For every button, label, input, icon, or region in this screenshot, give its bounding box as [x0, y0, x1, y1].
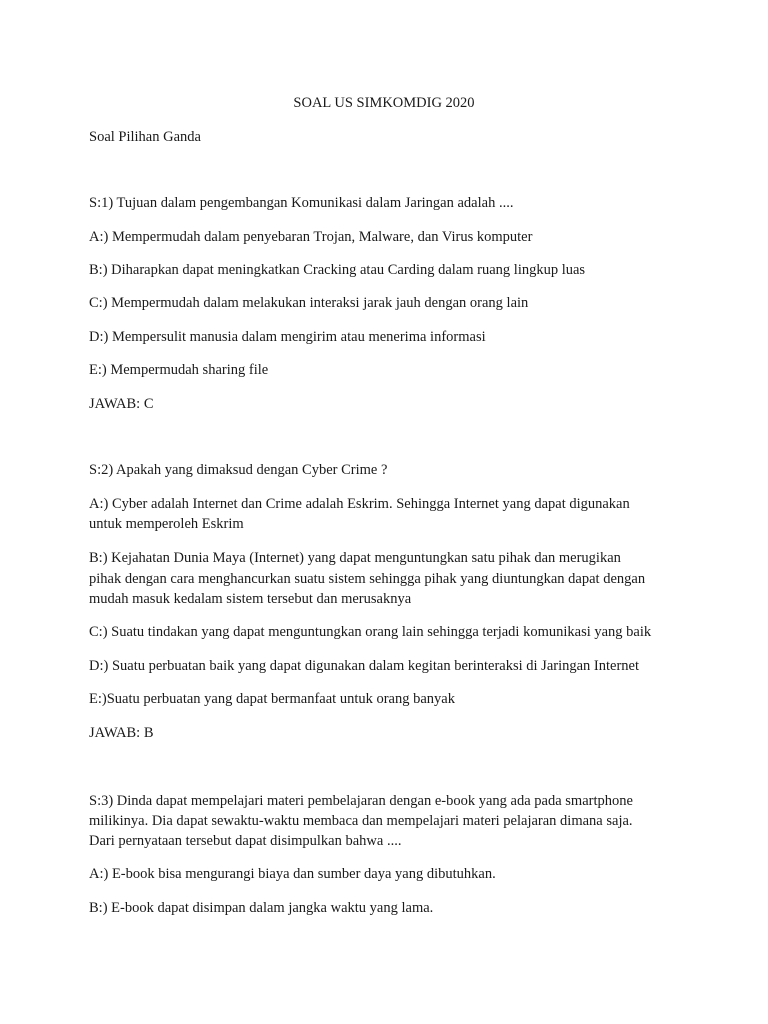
document-title: SOAL US SIMKOMDIG 2020: [293, 95, 475, 111]
question-2-option-d: D:) Suatu perbuatan baik yang dapat digunakan dalam kegitan berinteraksi di Jaringan Internet: [89, 658, 640, 674]
question-2-option-a-line-1: A:) Cyber adalah Internet dan Crime adalah Eskrim. Sehingga Internet yang dapat digunakan: [89, 496, 630, 512]
question-1-text: S:1) Tujuan dalam pengembangan Komunikasi dalam Jaringan adalah ....: [89, 195, 514, 211]
question-1-option-b: B:) Diharapkan dapat meningkatkan Cracking atau Carding dalam ruang lingkup luas: [89, 262, 586, 278]
question-3-text-line-3: Dari pernyataan tersebut dapat disimpulkan bahwa ....: [89, 833, 402, 849]
section-subtitle: Soal Pilihan Ganda: [89, 129, 201, 145]
question-2-option-b-line-2: pihak dengan cara menghancurkan suatu sistem sehingga pihak yang diuntungkan dapat dengan: [89, 571, 646, 587]
question-3-option-a: A:) E-book bisa mengurangi biaya dan sumber daya yang dibutuhkan.: [89, 866, 496, 882]
question-1-option-d: D:) Mempersulit manusia dalam mengirim atau menerima informasi: [89, 329, 486, 345]
question-2-text: S:2) Apakah yang dimaksud dengan Cyber Crime ?: [89, 462, 388, 478]
question-1-answer: JAWAB: C: [89, 396, 154, 412]
question-2-option-e: E:)Suatu perbuatan yang dapat bermanfaat untuk orang banyak: [89, 691, 455, 707]
question-2-option-b-line-1: B:) Kejahatan Dunia Maya (Internet) yang dapat menguntungkan satu pihak dan merugikan: [89, 550, 621, 566]
question-3-text-line-1: S:3) Dinda dapat mempelajari materi pembelajaran dengan e-book yang ada pada smartphone: [89, 793, 633, 809]
question-2-answer: JAWAB: B: [89, 725, 154, 741]
question-3-text-line-2: milikinya. Dia dapat sewaktu-waktu membaca dan mempelajari materi pelajaran dimana saja.: [89, 813, 633, 829]
question-2-option-c: C:) Suatu tindakan yang dapat menguntungkan orang lain sehingga terjadi komunikasi yang baik: [89, 624, 652, 640]
question-3-option-b: B:) E-book dapat disimpan dalam jangka waktu yang lama.: [89, 900, 434, 916]
question-1-option-c: C:) Mempermudah dalam melakukan interaksi jarak jauh dengan orang lain: [89, 295, 529, 311]
question-2-option-a-line-2: untuk memperoleh Eskrim: [89, 516, 244, 532]
question-1-option-a: A:) Mempermudah dalam penyebaran Trojan, Malware, dan Virus komputer: [89, 229, 533, 245]
question-2-option-b-line-3: mudah masuk kedalam sistem tersebut dan merusaknya: [89, 591, 412, 607]
question-1-option-e: E:) Mempermudah sharing file: [89, 362, 269, 378]
